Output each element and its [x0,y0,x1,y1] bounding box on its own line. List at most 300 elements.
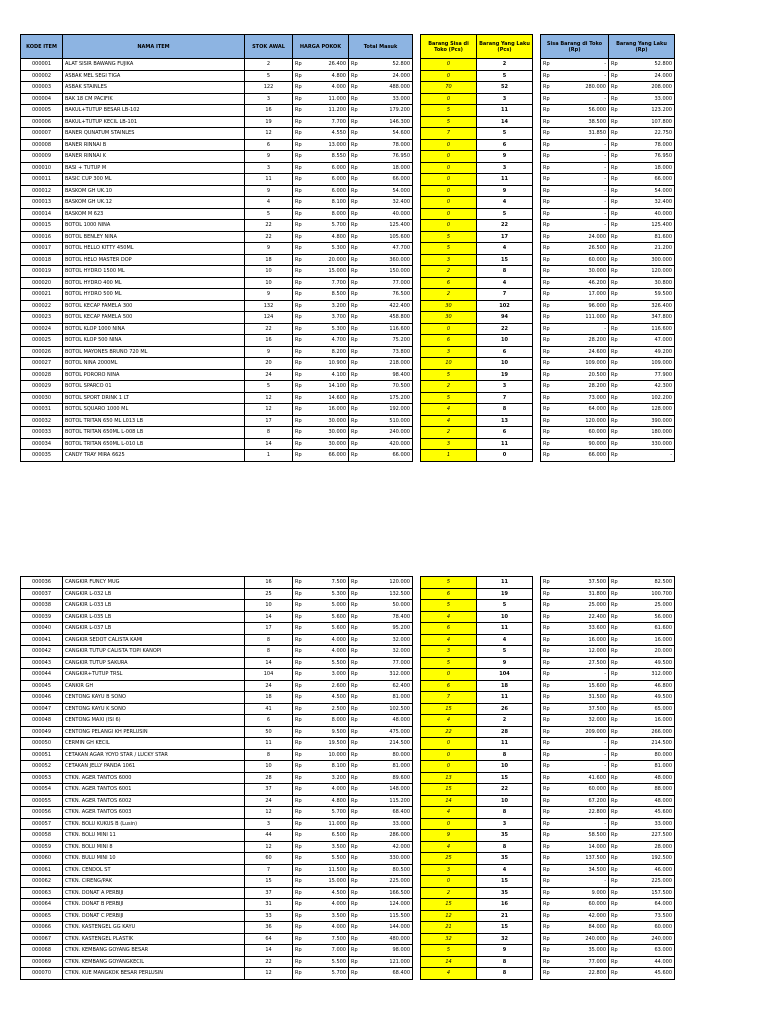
cell-harga-pokok: 4.000 [309,646,349,658]
cell-total-masuk: 192.000 [363,404,413,416]
cell-currency: Rp [293,577,309,589]
cell-sisa-toko-pcs: 0 [421,139,477,151]
cell-kode: 000008 [21,139,63,151]
cell-currency: Rp [349,738,363,750]
table-row [21,220,675,232]
cell-sisa-toko-rp: - [557,323,609,335]
cell-currency: Rp [293,887,309,899]
cell-laku-rp: 49.200 [623,346,675,358]
cell-currency: Rp [609,277,623,289]
cell-stok-awal: 22 [245,220,293,232]
cell-stok-awal: 64 [245,933,293,945]
spacer [533,346,541,358]
cell-kode: 000034 [21,438,63,450]
cell-currency: Rp [293,818,309,830]
cell-currency: Rp [293,933,309,945]
cell-laku-pcs: 8 [477,956,533,968]
cell-currency: Rp [541,93,557,105]
cell-stok-awal: 24 [245,795,293,807]
table-2-body [21,577,675,980]
spacer [413,220,421,232]
cell-kode: 000012 [21,185,63,197]
cell-laku-pcs: 6 [477,139,533,151]
cell-currency: Rp [349,59,363,71]
spacer [533,611,541,623]
cell-kode: 000061 [21,864,63,876]
table-row [21,841,675,853]
cell-laku-pcs: 11 [477,105,533,117]
cell-currency: Rp [349,600,363,612]
cell-sisa-toko-rp: - [557,761,609,773]
cell-currency: Rp [293,784,309,796]
cell-total-masuk: 225.000 [363,876,413,888]
cell-currency: Rp [293,876,309,888]
cell-currency: Rp [609,818,623,830]
cell-currency: Rp [349,197,363,209]
cell-currency: Rp [609,105,623,117]
cell-nama: BOTOL SPARCO 01 [63,381,245,393]
cell-sisa-toko-pcs: 5 [421,600,477,612]
cell-laku-pcs: 19 [477,369,533,381]
cell-currency: Rp [541,128,557,140]
cell-currency: Rp [541,680,557,692]
cell-laku-pcs: 4 [477,864,533,876]
cell-laku-pcs: 3 [477,818,533,830]
cell-currency: Rp [349,795,363,807]
cell-total-masuk: 115.500 [363,910,413,922]
cell-harga-pokok: 8.550 [309,151,349,163]
cell-currency: Rp [349,335,363,347]
spacer [413,139,421,151]
cell-laku-pcs: 3 [477,381,533,393]
cell-sisa-toko-pcs: 4 [421,404,477,416]
cell-sisa-toko-pcs: 4 [421,841,477,853]
cell-stok-awal: 3 [245,162,293,174]
cell-currency: Rp [541,692,557,704]
cell-laku-rp: 240.000 [623,933,675,945]
cell-currency: Rp [541,162,557,174]
cell-currency: Rp [609,82,623,94]
cell-nama: CTKN. DONAT B PERBIJI [63,899,245,911]
cell-currency: Rp [293,738,309,750]
cell-currency: Rp [349,70,363,82]
spacer [413,945,421,957]
table-row [21,208,675,220]
cell-total-masuk: 286.000 [363,830,413,842]
spacer [533,657,541,669]
spacer [413,369,421,381]
spacer [413,749,421,761]
cell-sisa-toko-rp: 280.000 [557,82,609,94]
cell-sisa-toko-pcs: 10 [421,358,477,370]
cell-kode: 000026 [21,346,63,358]
cell-nama: CTKN. BOLU MINI 8 [63,841,245,853]
cell-stok-awal: 9 [245,243,293,255]
cell-sisa-toko-pcs: 6 [421,588,477,600]
cell-harga-pokok: 4.700 [309,335,349,347]
cell-currency: Rp [609,772,623,784]
cell-currency: Rp [293,323,309,335]
table-row [21,749,675,761]
cell-sisa-toko-pcs: 14 [421,956,477,968]
cell-sisa-toko-rp: 42.000 [557,910,609,922]
cell-laku-pcs: 52 [477,82,533,94]
spacer [533,807,541,819]
cell-nama: CTKN. DONAT C PERBIJI [63,910,245,922]
cell-kode: 000069 [21,956,63,968]
cell-laku-pcs: 15 [477,772,533,784]
cell-currency: Rp [609,646,623,658]
cell-currency: Rp [541,876,557,888]
cell-harga-pokok: 11.000 [309,93,349,105]
spacer [533,335,541,347]
cell-laku-rp: 81.000 [623,761,675,773]
header-row [21,35,675,59]
cell-currency: Rp [609,588,623,600]
cell-currency: Rp [541,600,557,612]
cell-currency: Rp [541,646,557,658]
cell-total-masuk: 52.800 [363,59,413,71]
cell-nama: CTKN. AGER TANTOS 6001 [63,784,245,796]
table-row [21,254,675,266]
cell-sisa-toko-rp: 20.500 [557,369,609,381]
cell-harga-pokok: 7.000 [309,945,349,957]
table-row [21,185,675,197]
cell-laku-pcs: 4 [477,197,533,209]
cell-nama: CTKN. AGER TANTOS 6002 [63,795,245,807]
cell-stok-awal: 12 [245,392,293,404]
cell-laku-pcs: 22 [477,323,533,335]
cell-sisa-toko-pcs: 32 [421,933,477,945]
cell-currency: Rp [349,300,363,312]
cell-nama: BOTOL TRITAN 650 ML L013 LB [63,415,245,427]
spacer [413,231,421,243]
cell-total-masuk: 54.000 [363,185,413,197]
cell-currency: Rp [609,761,623,773]
cell-total-masuk: 98.400 [363,369,413,381]
cell-laku-pcs: 3 [477,162,533,174]
cell-kode: 000015 [21,220,63,232]
cell-currency: Rp [609,853,623,865]
spacer [533,738,541,750]
cell-total-masuk: 510.000 [363,415,413,427]
spacer [533,588,541,600]
spacer [413,381,421,393]
table-row [21,335,675,347]
spacer [413,784,421,796]
cell-total-masuk: 68.400 [363,807,413,819]
cell-sisa-toko-pcs: 3 [421,346,477,358]
cell-nama: CENTONG PELANGI KH PERLUSIN [63,726,245,738]
cell-currency: Rp [609,611,623,623]
header-laku-pcs: Barang Yang Laku (Pcs) [477,35,533,59]
cell-nama: BANER RINNAI B [63,139,245,151]
cell-laku-rp: 18.000 [623,162,675,174]
cell-sisa-toko-pcs: 30 [421,312,477,324]
cell-currency: Rp [349,887,363,899]
cell-kode: 000051 [21,749,63,761]
cell-currency: Rp [293,657,309,669]
cell-laku-pcs: 11 [477,692,533,704]
cell-laku-pcs: 15 [477,254,533,266]
cell-laku-rp: 66.000 [623,174,675,186]
cell-sisa-toko-rp: - [557,749,609,761]
cell-harga-pokok: 30.000 [309,438,349,450]
cell-currency: Rp [349,864,363,876]
cell-stok-awal: 3 [245,818,293,830]
cell-stok-awal: 17 [245,415,293,427]
cell-kode: 000040 [21,623,63,635]
cell-nama: CTKN. KASTENGEL GG KAYU [63,922,245,934]
table-row [21,151,675,163]
cell-currency: Rp [541,830,557,842]
cell-sisa-toko-pcs: 6 [421,680,477,692]
spacer [533,933,541,945]
cell-sisa-toko-rp: 30.000 [557,266,609,278]
spacer [533,139,541,151]
cell-total-masuk: 78.400 [363,611,413,623]
table-row [21,346,675,358]
cell-currency: Rp [349,427,363,439]
cell-total-masuk: 76.950 [363,151,413,163]
cell-currency: Rp [609,404,623,416]
cell-kode: 000037 [21,588,63,600]
cell-sisa-toko-pcs: 2 [421,381,477,393]
cell-harga-pokok: 8.200 [309,346,349,358]
cell-sisa-toko-rp: 240.000 [557,933,609,945]
cell-stok-awal: 44 [245,830,293,842]
cell-harga-pokok: 5.700 [309,968,349,980]
cell-currency: Rp [541,623,557,635]
spacer [413,807,421,819]
cell-laku-rp: 16.000 [623,715,675,727]
cell-sisa-toko-pcs: 5 [421,231,477,243]
cell-currency: Rp [293,726,309,738]
cell-currency: Rp [293,634,309,646]
cell-sisa-toko-pcs: 5 [421,945,477,957]
cell-currency: Rp [293,358,309,370]
spacer [413,358,421,370]
cell-harga-pokok: 3.500 [309,910,349,922]
cell-total-masuk: 66.000 [363,174,413,186]
cell-currency: Rp [349,749,363,761]
cell-stok-awal: 33 [245,910,293,922]
cell-currency: Rp [609,346,623,358]
cell-stok-awal: 14 [245,945,293,957]
cell-stok-awal: 5 [245,381,293,393]
cell-nama: ALAT SISIR BAWANG FUJIKA [63,59,245,71]
cell-laku-rp: 49.500 [623,657,675,669]
cell-currency: Rp [293,128,309,140]
cell-currency: Rp [349,634,363,646]
table-row [21,876,675,888]
cell-currency: Rp [609,749,623,761]
cell-kode: 000062 [21,876,63,888]
cell-nama: BOTOL KLOP 500 NINA [63,335,245,347]
cell-currency: Rp [349,139,363,151]
cell-stok-awal: 122 [245,82,293,94]
cell-nama: BASI + TUTUP M [63,162,245,174]
cell-nama: CTKN. KUE MANGKOK BESAR PERLUSIN [63,968,245,980]
cell-kode: 000025 [21,335,63,347]
spacer [413,899,421,911]
spacer [533,853,541,865]
spacer [533,876,541,888]
cell-laku-rp: 157.500 [623,887,675,899]
cell-currency: Rp [541,945,557,957]
cell-laku-rp: 48.000 [623,772,675,784]
cell-harga-pokok: 8.100 [309,197,349,209]
cell-currency: Rp [609,254,623,266]
cell-currency: Rp [349,657,363,669]
spacer [533,715,541,727]
cell-harga-pokok: 10.900 [309,358,349,370]
cell-currency: Rp [541,346,557,358]
cell-sisa-toko-pcs: 4 [421,807,477,819]
cell-nama: CANGKIR L-032 LB [63,588,245,600]
cell-kode: 000059 [21,841,63,853]
cell-currency: Rp [609,726,623,738]
cell-stok-awal: 12 [245,807,293,819]
cell-total-masuk: 488.000 [363,82,413,94]
cell-currency: Rp [349,715,363,727]
table-row [21,231,675,243]
cell-total-masuk: 54.600 [363,128,413,140]
cell-sisa-toko-rp: 41.600 [557,772,609,784]
cell-currency: Rp [541,266,557,278]
cell-harga-pokok: 8.500 [309,289,349,301]
spacer [533,703,541,715]
cell-harga-pokok: 5.500 [309,853,349,865]
cell-sisa-toko-pcs: 0 [421,669,477,681]
cell-currency: Rp [349,784,363,796]
cell-kode: 000057 [21,818,63,830]
inventory-table-2 [20,576,675,980]
spacer [413,266,421,278]
cell-stok-awal: 5 [245,208,293,220]
cell-harga-pokok: 15.000 [309,266,349,278]
cell-total-masuk: 125.400 [363,220,413,232]
cell-kode: 000002 [21,70,63,82]
spacer [533,93,541,105]
spacer [413,680,421,692]
cell-harga-pokok: 4.550 [309,128,349,140]
spacer [413,887,421,899]
cell-currency: Rp [293,139,309,151]
cell-currency: Rp [609,738,623,750]
cell-currency: Rp [293,692,309,704]
spacer [413,830,421,842]
cell-kode: 000049 [21,726,63,738]
spacer [533,323,541,335]
cell-currency: Rp [293,588,309,600]
spacer [533,749,541,761]
cell-currency: Rp [609,174,623,186]
cell-stok-awal: 10 [245,761,293,773]
cell-nama: ASBAK STAINLES [63,82,245,94]
cell-sisa-toko-rp: 17.000 [557,289,609,301]
cell-laku-pcs: 28 [477,726,533,738]
cell-currency: Rp [609,427,623,439]
cell-laku-rp: 80.000 [623,749,675,761]
cell-total-masuk: 146.300 [363,116,413,128]
spacer [413,59,421,71]
cell-currency: Rp [349,404,363,416]
cell-nama: BAKUL+TUTUP KECIL LB-101 [63,116,245,128]
spacer [413,312,421,324]
table-row [21,761,675,773]
spacer [413,162,421,174]
cell-harga-pokok: 6.000 [309,185,349,197]
cell-laku-rp: 180.000 [623,427,675,439]
cell-sisa-toko-rp: 24.600 [557,346,609,358]
cell-harga-pokok: 8.000 [309,715,349,727]
cell-currency: Rp [541,358,557,370]
cell-harga-pokok: 2.600 [309,680,349,692]
cell-sisa-toko-rp: 90.000 [557,438,609,450]
cell-currency: Rp [349,692,363,704]
cell-laku-pcs: 26 [477,703,533,715]
table-row [21,818,675,830]
cell-harga-pokok: 6.000 [309,162,349,174]
cell-nama: BOTOL KLOP 1000 NINA [63,323,245,335]
cell-sisa-toko-pcs: 0 [421,818,477,830]
spacer [533,772,541,784]
cell-sisa-toko-rp: - [557,151,609,163]
cell-stok-awal: 132 [245,300,293,312]
cell-laku-rp: 326.400 [623,300,675,312]
spacer [413,841,421,853]
cell-sisa-toko-rp: 66.000 [557,450,609,462]
cell-currency: Rp [349,243,363,255]
cell-laku-rp: 123.200 [623,105,675,117]
cell-currency: Rp [609,623,623,635]
cell-total-masuk: 458.800 [363,312,413,324]
spacer [413,588,421,600]
cell-nama: BOTOL HYDRO 1500 ML [63,266,245,278]
cell-sisa-toko-pcs: 9 [421,830,477,842]
cell-currency: Rp [609,300,623,312]
header-sisa-toko-pcs: Barang Sisa di Toko (Pcs) [421,35,477,59]
cell-nama: BOTOL NINA 2000ML [63,358,245,370]
cell-harga-pokok: 5.000 [309,600,349,612]
cell-currency: Rp [349,956,363,968]
cell-laku-rp: 49.500 [623,692,675,704]
cell-laku-rp: 61.600 [623,623,675,635]
cell-total-masuk: 120.000 [363,577,413,589]
cell-currency: Rp [609,657,623,669]
cell-laku-pcs: 21 [477,910,533,922]
cell-currency: Rp [541,116,557,128]
table-row [21,358,675,370]
cell-total-masuk: 240.000 [363,427,413,439]
cell-total-masuk: 360.000 [363,254,413,266]
table-row [21,128,675,140]
cell-sisa-toko-rp: 64.000 [557,404,609,416]
cell-currency: Rp [349,128,363,140]
cell-currency: Rp [349,853,363,865]
cell-laku-pcs: 4 [477,634,533,646]
cell-sisa-toko-pcs: 0 [421,185,477,197]
cell-laku-pcs: 11 [477,738,533,750]
cell-laku-pcs: 32 [477,933,533,945]
cell-currency: Rp [609,415,623,427]
spacer [413,910,421,922]
cell-currency: Rp [349,392,363,404]
cell-total-masuk: 98.000 [363,945,413,957]
cell-sisa-toko-rp: 12.000 [557,646,609,658]
cell-laku-pcs: 22 [477,220,533,232]
